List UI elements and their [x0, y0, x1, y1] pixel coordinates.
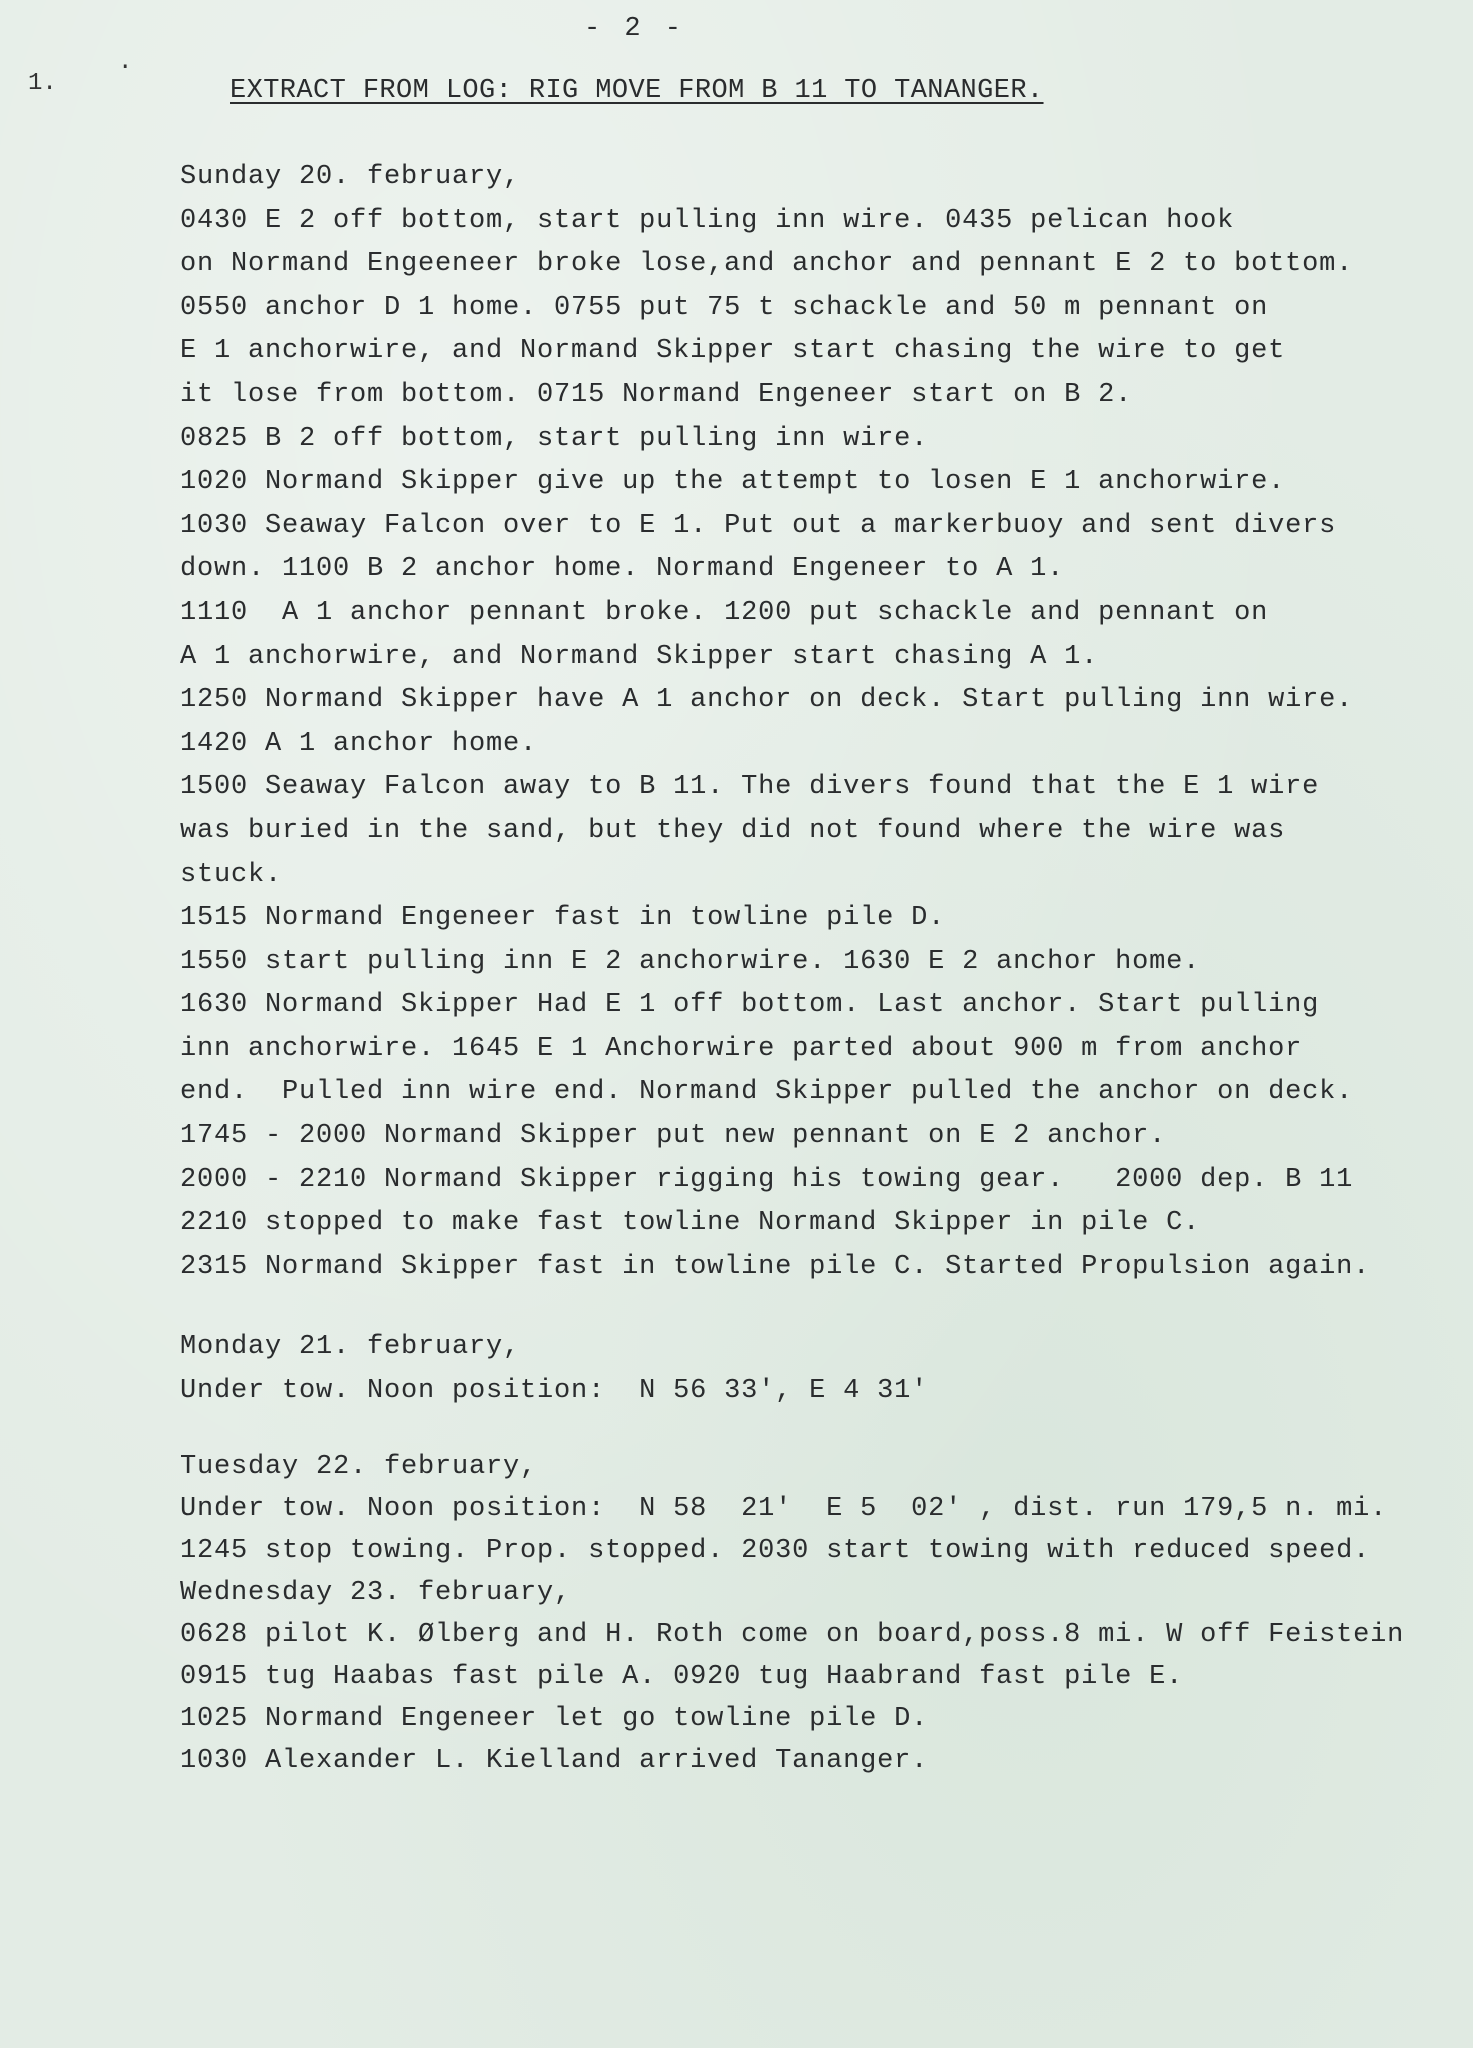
- log-line: inn anchorwire. 1645 E 1 Anchorwire parted about 900 m from anchor: [180, 1033, 1303, 1064]
- log-line: Sunday 20. february,: [180, 162, 521, 192]
- log-line: it lose from bottom. 0715 Normand Engeneer start on B 2.: [180, 379, 1133, 410]
- log-line: 2315 Normand Skipper fast in towline pile C. Started Propulsion again.: [180, 1251, 1371, 1282]
- log-line: 1250 Normand Skipper have A 1 anchor on deck. Start pulling inn wire.: [180, 685, 1354, 716]
- log-line: Under tow. Noon position: N 56 33', E 4 31': [180, 1375, 929, 1406]
- log-line: 1515 Normand Engeneer fast in towline pile D.: [180, 903, 946, 934]
- log-section-tuesday-wednesday: [180, 1446, 1470, 1782]
- log-line: 1500 Seaway Falcon away to B 11. The divers found that the E 1 wire: [180, 772, 1320, 803]
- log-line: 1110 A 1 anchor pennant broke. 1200 put schackle and pennant on: [180, 597, 1269, 628]
- log-line: 0550 anchor D 1 home. 0755 put 75 t schackle and 50 m pennant on: [180, 292, 1269, 323]
- log-line: Under tow. Noon position: N 58 21' E 5 02' , dist. run 179,5 n. mi.: [180, 1494, 1388, 1524]
- log-line: 1020 Normand Skipper give up the attempt to losen E 1 anchorwire.: [180, 467, 1286, 498]
- log-line: 1030 Seaway Falcon over to E 1. Put out a markerbuoy and sent divers: [180, 510, 1337, 541]
- log-section-monday: [180, 1326, 1470, 1413]
- margin-mark-dot: ·: [118, 54, 133, 81]
- log-section-sunday: [180, 156, 1470, 1289]
- log-line: Monday 21. february,: [180, 1332, 521, 1362]
- log-line: 1550 start pulling inn E 2 anchorwire. 1630 E 2 anchor home.: [180, 946, 1201, 977]
- log-line: 1245 stop towing. Prop. stopped. 2030 start towing with reduced speed.: [180, 1536, 1371, 1566]
- log-line: down. 1100 B 2 anchor home. Normand Engeneer to A 1.: [180, 554, 1065, 585]
- log-line: 0825 B 2 off bottom, start pulling inn wire.: [180, 423, 929, 454]
- log-line: 2210 stopped to make fast towline Normand Skipper in pile C.: [180, 1208, 1201, 1239]
- log-line: 1030 Alexander L. Kielland arrived Tananger.: [180, 1746, 929, 1776]
- log-line: E 1 anchorwire, and Normand Skipper start chasing the wire to get: [180, 336, 1286, 367]
- log-line: Tuesday 22. february,: [180, 1452, 538, 1482]
- log-line: 0430 E 2 off bottom, start pulling inn wire. 0435 pelican hook: [180, 205, 1235, 236]
- log-line: 0628 pilot K. Ølberg and H. Roth come on board,poss.8 mi. W off Feistein: [180, 1620, 1405, 1650]
- log-line: A 1 anchorwire, and Normand Skipper start chasing A 1.: [180, 641, 1099, 672]
- log-line: 0915 tug Haabas fast pile A. 0920 tug Haabrand fast pile E.: [180, 1662, 1184, 1692]
- log-line: 1630 Normand Skipper Had E 1 off bottom. Last anchor. Start pulling: [180, 990, 1320, 1021]
- log-line: on Normand Engeeneer broke lose,and anchor and pennant E 2 to bottom.: [180, 249, 1354, 280]
- log-line: stuck.: [180, 859, 283, 890]
- log-line: Wednesday 23. february,: [180, 1578, 572, 1608]
- log-line: 1420 A 1 anchor home.: [180, 728, 538, 759]
- log-line: end. Pulled inn wire end. Normand Skipper pulled the anchor on deck.: [180, 1077, 1354, 1108]
- margin-mark: 1.: [28, 70, 57, 97]
- page-number: - 2 -: [584, 14, 686, 44]
- document-title: EXTRACT FROM LOG: RIG MOVE FROM B 11 TO TANANGER.: [230, 76, 1044, 106]
- log-line: 1745 - 2000 Normand Skipper put new pennant on E 2 anchor.: [180, 1121, 1167, 1152]
- log-line: was buried in the sand, but they did not found where the wire was: [180, 815, 1286, 846]
- log-line: 2000 - 2210 Normand Skipper rigging his towing gear. 2000 dep. B 11: [180, 1164, 1354, 1195]
- log-line: 1025 Normand Engeneer let go towline pile D.: [180, 1704, 929, 1734]
